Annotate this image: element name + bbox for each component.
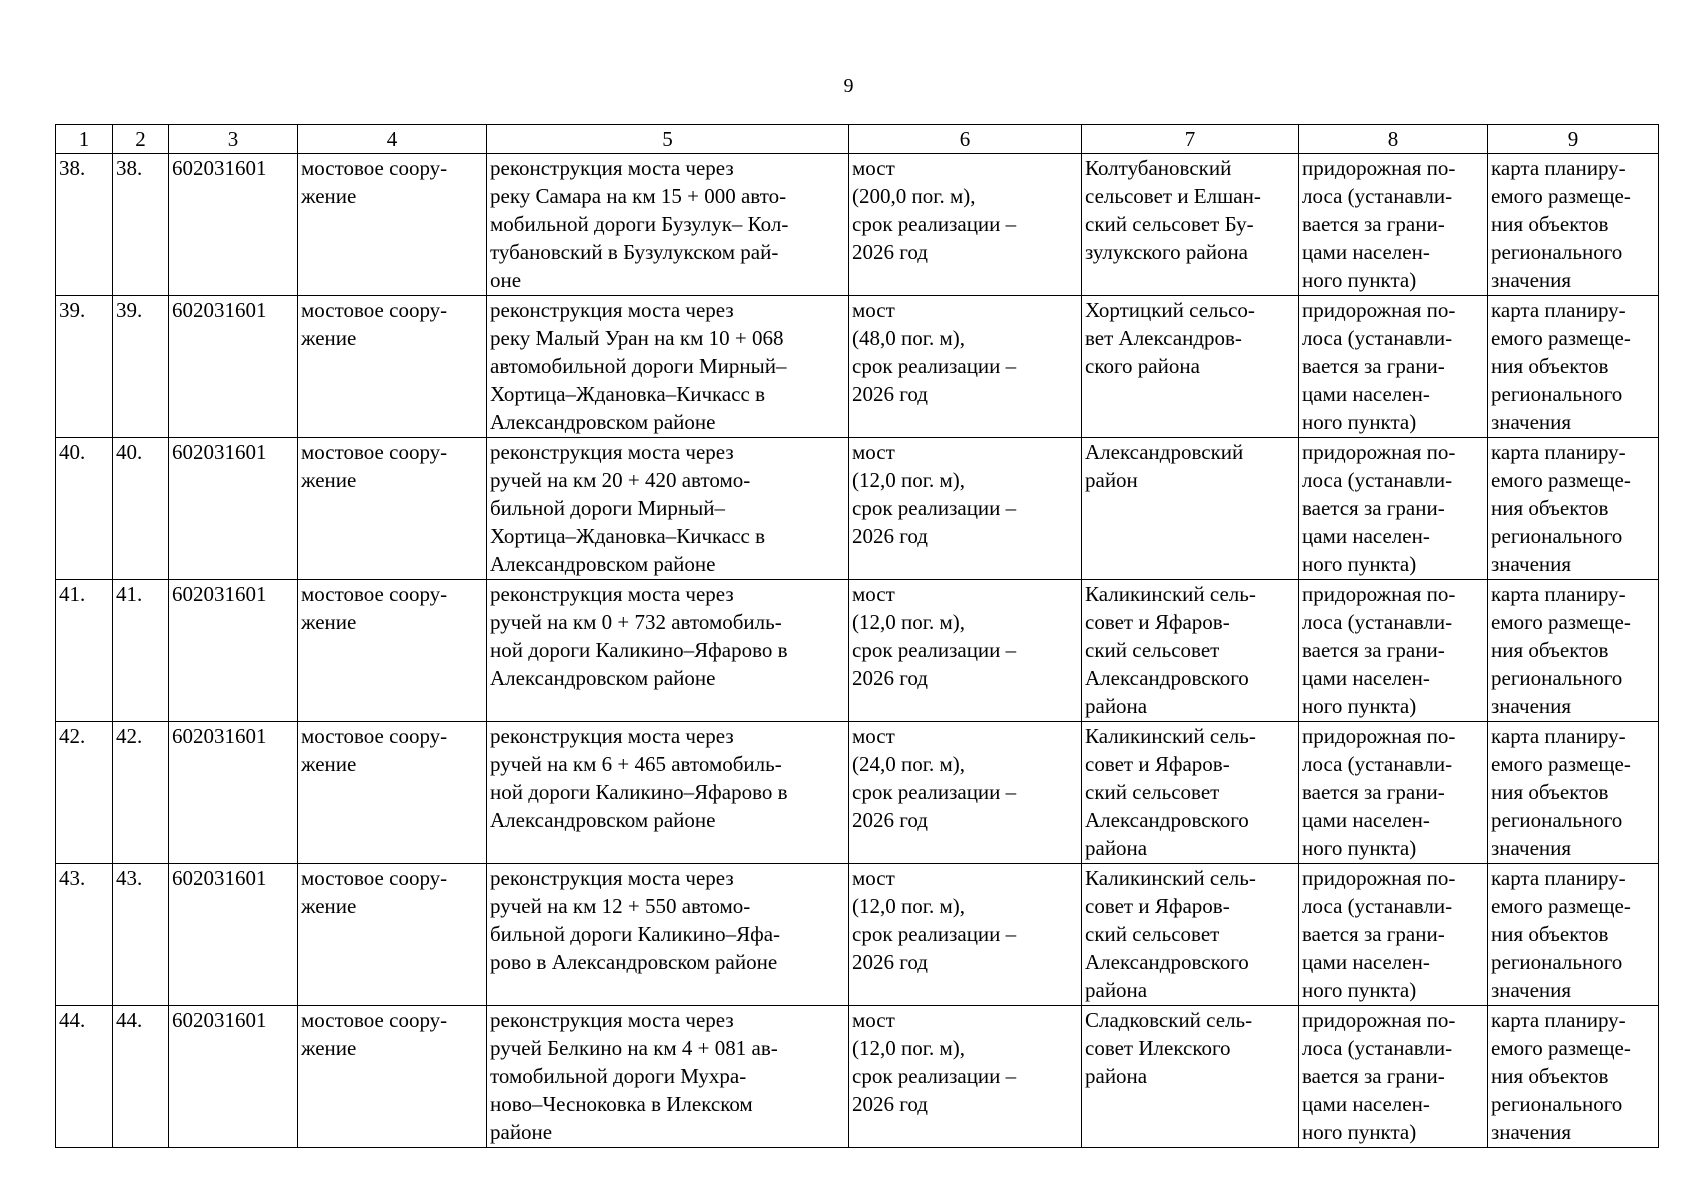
column-header: 2: [113, 125, 169, 154]
zone-cell: придорожная по- лоса (устанавли- вается за грани- цами населен- ного пункта): [1299, 864, 1488, 1006]
description-cell: реконструкция моста через ручей на км 0 + 732 автомобиль- ной дороги Каликино–Яфарово в Александровском районе: [487, 580, 849, 722]
object-type-cell: мостовое соору- жение: [298, 438, 487, 580]
row-number-cell: 40.: [56, 438, 113, 580]
table-row: [56, 864, 1659, 1006]
row-number-cell: 39.: [56, 296, 113, 438]
column-header: 1: [56, 125, 113, 154]
code-cell: 602031601: [169, 722, 298, 864]
object-type-cell: мостовое соору- жение: [298, 154, 487, 296]
zone-cell: придорожная по- лоса (устанавли- вается за грани- цами населен- ного пункта): [1299, 1006, 1488, 1148]
characteristics-cell: мост (48,0 пог. м), срок реализации – 2026 год: [849, 296, 1082, 438]
map-cell: карта планиру- емого размеще- ния объектов регионального значения: [1488, 580, 1659, 722]
location-cell: Хортицкий сельсо- вет Александров- ского района: [1082, 296, 1299, 438]
location-cell: Колтубановский сельсовет и Елшан- ский сельсовет Бу- зулукского района: [1082, 154, 1299, 296]
description-cell: реконструкция моста через ручей Белкино на км 4 + 081 ав- томобильной дороги Мухра- ново–Чесноковка в Илекском районе: [487, 1006, 849, 1148]
table-row: [56, 296, 1659, 438]
row-index-cell: 38.: [113, 154, 169, 296]
column-header: 9: [1488, 125, 1659, 154]
column-header: 4: [298, 125, 487, 154]
page-number: 9: [843, 75, 854, 97]
object-type-cell: мостовое соору- жение: [298, 1006, 487, 1148]
object-type-cell: мостовое соору- жение: [298, 296, 487, 438]
object-type-cell: мостовое соору- жение: [298, 580, 487, 722]
row-index-cell: 42.: [113, 722, 169, 864]
row-number-cell: 42.: [56, 722, 113, 864]
code-cell: 602031601: [169, 580, 298, 722]
description-cell: реконструкция моста через реку Самара на км 15 + 000 авто- мобильной дороги Бузулук– Кол- тубановский в Бузулукском рай- оне: [487, 154, 849, 296]
table-row: [56, 154, 1659, 296]
zone-cell: придорожная по- лоса (устанавли- вается за грани- цами населен- ного пункта): [1299, 154, 1488, 296]
code-cell: 602031601: [169, 864, 298, 1006]
characteristics-cell: мост (12,0 пог. м), срок реализации – 2026 год: [849, 1006, 1082, 1148]
zone-cell: придорожная по- лоса (устанавли- вается за грани- цами населен- ного пункта): [1299, 296, 1488, 438]
row-number-cell: 43.: [56, 864, 113, 1006]
description-cell: реконструкция моста через ручей на км 12 + 550 автомо- бильной дороги Каликино–Яфа- рово в Александровском районе: [487, 864, 849, 1006]
map-cell: карта планиру- емого размеще- ния объектов регионального значения: [1488, 864, 1659, 1006]
row-index-cell: 43.: [113, 864, 169, 1006]
code-cell: 602031601: [169, 438, 298, 580]
column-header: 5: [487, 125, 849, 154]
row-index-cell: 39.: [113, 296, 169, 438]
zone-cell: придорожная по- лоса (устанавли- вается за грани- цами населен- ного пункта): [1299, 580, 1488, 722]
table-header: [56, 125, 1659, 154]
row-number-cell: 38.: [56, 154, 113, 296]
location-cell: Каликинский сель- совет и Яфаров- ский сельсовет Александровского района: [1082, 722, 1299, 864]
characteristics-cell: мост (12,0 пог. м), срок реализации – 2026 год: [849, 580, 1082, 722]
row-index-cell: 41.: [113, 580, 169, 722]
map-cell: карта планиру- емого размеще- ния объектов регионального значения: [1488, 438, 1659, 580]
location-cell: Каликинский сель- совет и Яфаров- ский сельсовет Александровского района: [1082, 864, 1299, 1006]
location-cell: Сладковский сель- совет Илекского района: [1082, 1006, 1299, 1148]
map-cell: карта планиру- емого размеще- ния объектов регионального значения: [1488, 722, 1659, 864]
object-type-cell: мостовое соору- жение: [298, 722, 487, 864]
code-cell: 602031601: [169, 296, 298, 438]
row-number-cell: 44.: [56, 1006, 113, 1148]
column-header: 6: [849, 125, 1082, 154]
row-index-cell: 44.: [113, 1006, 169, 1148]
location-cell: Александровский район: [1082, 438, 1299, 580]
characteristics-cell: мост (24,0 пог. м), срок реализации – 2026 год: [849, 722, 1082, 864]
header-row: [56, 125, 1659, 154]
column-header: 8: [1299, 125, 1488, 154]
table-row: [56, 438, 1659, 580]
map-cell: карта планиру- емого размеще- ния объектов регионального значения: [1488, 1006, 1659, 1148]
zone-cell: придорожная по- лоса (устанавли- вается за грани- цами населен- ного пункта): [1299, 722, 1488, 864]
table-row: [56, 1006, 1659, 1148]
object-type-cell: мостовое соору- жение: [298, 864, 487, 1006]
code-cell: 602031601: [169, 1006, 298, 1148]
characteristics-cell: мост (12,0 пог. м), срок реализации – 2026 год: [849, 864, 1082, 1006]
objects-table: [55, 124, 1659, 1148]
description-cell: реконструкция моста через ручей на км 6 + 465 автомобиль- ной дороги Каликино–Яфарово в Александровском районе: [487, 722, 849, 864]
description-cell: реконструкция моста через реку Малый Уран на км 10 + 068 автомобильной дороги Мирный– Хортица–Ждановка–Кичкасс в Александровском районе: [487, 296, 849, 438]
description-cell: реконструкция моста через ручей на км 20 + 420 автомо- бильной дороги Мирный– Хортица–Ждановка–Кичкасс в Александровском районе: [487, 438, 849, 580]
characteristics-cell: мост (200,0 пог. м), срок реализации – 2026 год: [849, 154, 1082, 296]
column-header: 7: [1082, 125, 1299, 154]
table-row: [56, 722, 1659, 864]
characteristics-cell: мост (12,0 пог. м), срок реализации – 2026 год: [849, 438, 1082, 580]
code-cell: 602031601: [169, 154, 298, 296]
table-body: [56, 154, 1659, 1148]
zone-cell: придорожная по- лоса (устанавли- вается за грани- цами населен- ного пункта): [1299, 438, 1488, 580]
location-cell: Каликинский сель- совет и Яфаров- ский сельсовет Александровского района: [1082, 580, 1299, 722]
map-cell: карта планиру- емого размеще- ния объектов регионального значения: [1488, 296, 1659, 438]
row-number-cell: 41.: [56, 580, 113, 722]
column-header: 3: [169, 125, 298, 154]
row-index-cell: 40.: [113, 438, 169, 580]
table-row: [56, 580, 1659, 722]
map-cell: карта планиру- емого размеще- ния объектов регионального значения: [1488, 154, 1659, 296]
